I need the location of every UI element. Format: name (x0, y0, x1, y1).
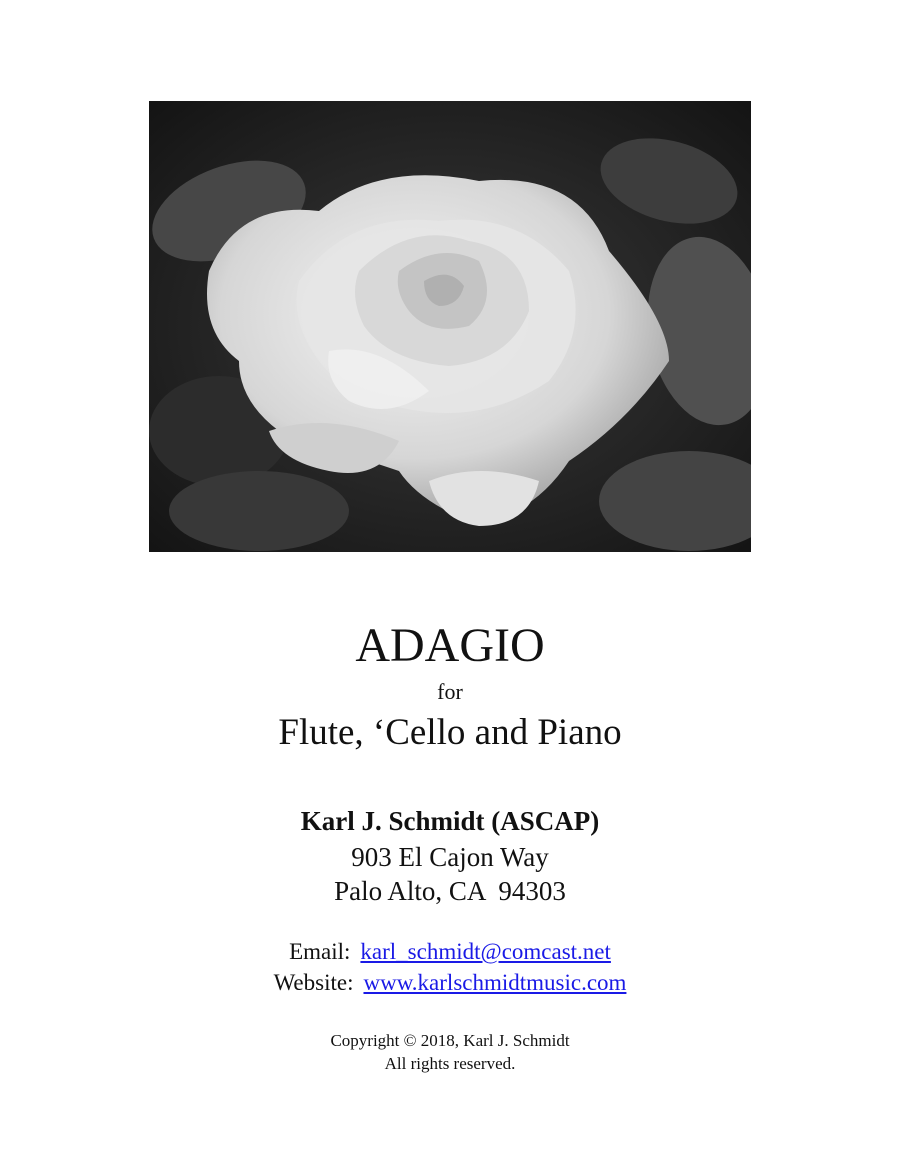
cover-rose-photo (149, 101, 751, 552)
rose-icon (149, 101, 751, 552)
address-line-2: Palo Alto, CA 94303 (334, 876, 566, 906)
website-row (0, 967, 900, 998)
website-link[interactable]: www.karlschmidtmusic.com (363, 970, 627, 995)
address-line-1: 903 El Cajon Way (351, 842, 549, 872)
for-text: for (437, 679, 463, 704)
email-row (0, 936, 900, 967)
email-link[interactable]: karl_schmidt@comcast.net (360, 939, 611, 964)
email-label: Email: (289, 939, 351, 964)
rights-line: All rights reserved. (384, 1054, 516, 1073)
copyright-line: Copyright © 2018, Karl J. Schmidt (330, 1031, 570, 1050)
instrumentation: Flute, ‘Cello and Piano (278, 712, 622, 753)
composer-name: Karl J. Schmidt (ASCAP) (300, 806, 600, 836)
cover-title: ADAGIO (355, 619, 545, 672)
website-label: Website: (273, 970, 354, 995)
